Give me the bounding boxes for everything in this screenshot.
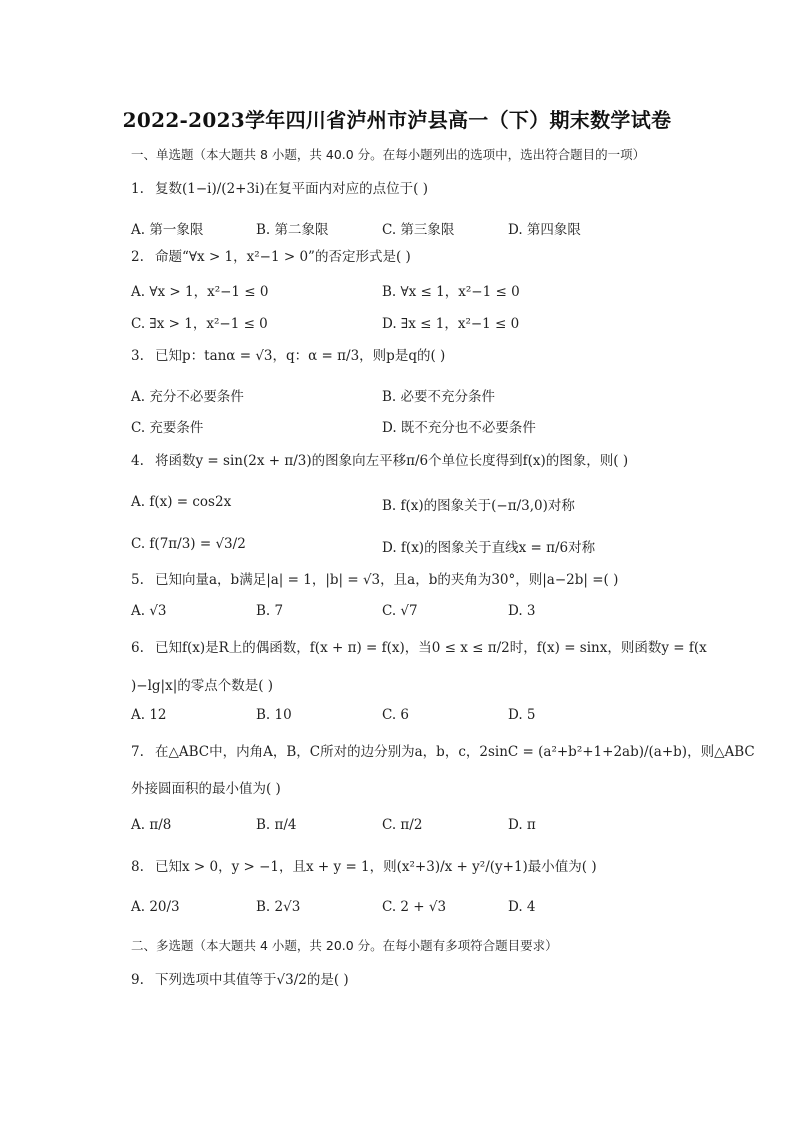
option-c: C. 6	[382, 707, 410, 723]
option-a: A. √3	[131, 603, 167, 619]
option-b: B. 10	[256, 707, 292, 723]
option-a: A. 第一象限	[131, 222, 204, 238]
question-1	[131, 180, 428, 198]
question-5	[131, 571, 618, 589]
option-d: D. 4	[508, 899, 536, 915]
question-text: 将函数y = sin(2x + π/3)的图象向左平移π/6个单位长度得到f(x)的图象，则( )	[155, 453, 629, 469]
option-a: A. 充分不必要条件	[131, 389, 244, 405]
question-6-continued: )−lg|x|的零点个数是( )	[131, 678, 274, 694]
question-text: 已知f(x)是R上的偶函数，f(x + π) = f(x)，当0 ≤ x ≤ π/2时，f(x) = sinx，则函数y = f(x	[155, 640, 707, 656]
question-number: 3.	[131, 348, 144, 364]
question-number: 6.	[131, 640, 144, 656]
option-a: A. 20/3	[131, 899, 180, 915]
option-d: D. 3	[508, 603, 536, 619]
option-a: A. π/8	[131, 817, 172, 833]
question-6	[131, 639, 707, 657]
question-2	[131, 248, 411, 266]
question-8	[131, 858, 597, 876]
question-7	[131, 743, 755, 761]
question-number: 4.	[131, 453, 144, 469]
option-d: D. ∃x ≤ 1，x²−1 ≤ 0	[382, 316, 520, 332]
question-text: 在△ABC中，内角A，B，C所对的边分别为a，b，c，2sinC = (a²+b²+1+2ab)/(a+b)，则△ABC	[155, 744, 755, 760]
question-text: 已知x > 0，y > −1，且x + y = 1，则(x²+3)/x + y²/(y+1)最小值为( )	[155, 859, 597, 875]
section-heading-single-choice: 一、单选题（本大题共 8 小题，共 40.0 分。在每小题列出的选项中，选出符合题目的一项）	[131, 147, 646, 162]
option-a: A. f(x) = cos2x	[131, 494, 232, 510]
question-number: 9.	[131, 972, 144, 988]
option-c: C. 第三象限	[382, 222, 455, 238]
question-number: 7.	[131, 744, 144, 760]
option-c: C. 充要条件	[131, 420, 204, 436]
option-c: C. ∃x > 1，x²−1 ≤ 0	[131, 316, 268, 332]
option-d: D. 5	[508, 707, 536, 723]
option-c: C. π/2	[382, 817, 423, 833]
option-d: D. π	[508, 817, 536, 833]
question-number: 5.	[131, 572, 144, 588]
question-7-continued: 外接圆面积的最小值为( )	[131, 781, 281, 797]
question-text: 命题“∀x > 1，x²−1 > 0”的否定形式是( )	[155, 249, 411, 265]
option-a: A. 12	[131, 707, 167, 723]
question-text: 复数(1−i)/(2+3i)在复平面内对应的点位于( )	[155, 181, 428, 197]
option-b: B. 第二象限	[256, 222, 329, 238]
question-number: 8.	[131, 859, 144, 875]
question-number: 1.	[131, 181, 144, 197]
question-number: 2.	[131, 249, 144, 265]
option-c: C. f(7π/3) = √3/2	[131, 536, 246, 552]
option-b: B. ∀x ≤ 1，x²−1 ≤ 0	[382, 284, 520, 300]
option-d: D. 既不充分也不必要条件	[382, 420, 536, 436]
question-text: 下列选项中其值等于√3/2的是( )	[155, 972, 349, 988]
option-d: D. f(x)的图象关于直线x = π/6对称	[382, 540, 596, 556]
section-heading-multiple-choice: 二、多选题（本大题共 4 小题，共 20.0 分。在每小题有多项符合题目要求）	[131, 938, 558, 953]
option-d: D. 第四象限	[508, 222, 581, 238]
option-c: C. 2 + √3	[382, 899, 447, 915]
question-4	[131, 452, 628, 470]
question-text: 已知向量a，b满足|a| = 1，|b| = √3，且a，b的夹角为30°，则|a−2b| =( )	[155, 572, 619, 588]
question-3	[131, 347, 445, 365]
question-9	[131, 971, 349, 989]
page-title: 2022-2023学年四川省泸州市泸县高一（下）期末数学试卷	[122, 108, 672, 132]
option-c: C. √7	[382, 603, 418, 619]
option-b: B. π/4	[256, 817, 297, 833]
option-b: B. 7	[256, 603, 284, 619]
option-b: B. 必要不充分条件	[382, 389, 496, 405]
option-b: B. f(x)的图象关于(−π/3,0)对称	[382, 498, 575, 514]
option-a: A. ∀x > 1，x²−1 ≤ 0	[131, 284, 269, 300]
option-b: B. 2√3	[256, 899, 301, 915]
question-text: 已知p：tanα = √3，q：α = π/3，则p是q的( )	[155, 348, 446, 364]
